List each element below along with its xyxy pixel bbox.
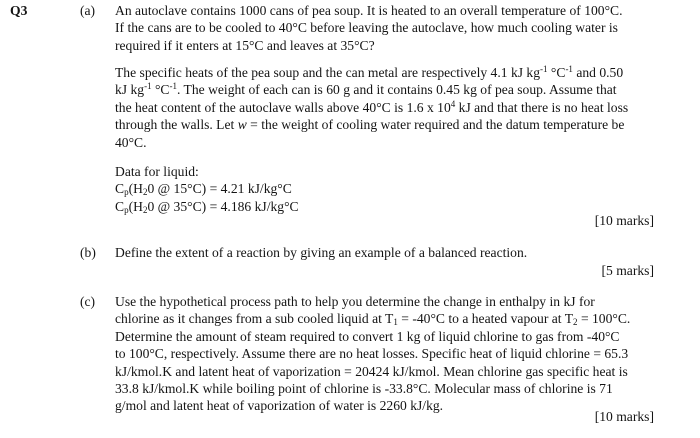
question-number: Q3 [10,3,28,18]
part-a-para1-line: If the cans are to be cooled to 40°C before leaving the autoclave, how much cooling water is [115,20,618,36]
part-c-label: (c) [80,294,96,309]
part-a-para2-line: 40°C. [115,134,147,150]
part-a-para1-line: required if it enters at 15°C and leaves at 35°C? [115,37,375,53]
part-b-line: Define the extent of a reaction by giving an example of a balanced reaction. [115,245,528,260]
part-c-marks: [10 marks] [594,409,654,424]
part-c-line: Use the hypothetical process path to help you determine the change in enthalpy in kJ for [115,294,595,309]
part-a-marks: [10 marks] [594,213,654,228]
part-c-line: kJ/kmol.K and latent heat of vaporization = 20424 kJ/kmol. Mean chlorine gas specific heat is [115,363,628,379]
part-c-line: Determine the amount of steam required to convert 1 kg of liquid chlorine to gas from -40°C [115,328,620,344]
part-a-data-block [115,163,655,215]
part-c-line: 33.8 kJ/kmol.K while boiling point of chlorine is -33.8°C. Molecular mass of chlorine is 71 [115,381,613,397]
part-a-para2-line: through the walls. Let w = the weight of cooling water required and the datum temperature be [115,117,625,133]
data-line-cp-15: $C_p(H_20$ @ 15°C) = 4.21 kJ/kg°C [115,181,292,198]
part-a-paragraph-1 [115,2,655,54]
part-b-label: (b) [80,245,96,260]
part-b-text [115,244,655,261]
part-a-para1-line: An autoclave contains 1000 cans of pea soup. It is heated to an overall temperature of 100°C. [115,3,623,18]
data-heading: Data for liquid: [115,164,199,179]
part-a-paragraph-2 [115,64,655,151]
data-line-cp-35: $C_p(H_20$ @ 35°C) = 4.186 kJ/kg°C [115,198,299,215]
part-c-text [115,293,655,415]
part-c-line: chlorine as it changes from a sub cooled liquid at $T_1 = -40^\circ C$ to a heated vapour at $T_2 = 100^\circ C$. [115,311,631,328]
part-a-para2-line: kJ $kg^{-1}$ $^\circ C^{-1}$. The weight of each can is 60 g and it contains 0.45 kg of pea soup. Assume that [115,81,617,98]
part-a-para2-line: The specific heats of the pea soup and the can metal are respectively 4.1 kJ $kg^{-1}$ $^\circ C^{-1}$ and 0.50 [115,64,624,80]
part-c-line: g/mol and latent heat of vaporization of water is 2260 kJ/kg. [115,398,444,414]
part-c-line: to 100°C, respectively. Assume there are no heat losses. Specific heat of liquid chlorine = 65.3 [115,346,629,362]
part-a-label: (a) [80,3,96,18]
part-b-marks: [5 marks] [601,263,654,278]
part-a-para2-line: the heat content of the autoclave walls above 40°C is 1.6 x $10^4$ kJ and that there is no heat loss [115,98,629,115]
